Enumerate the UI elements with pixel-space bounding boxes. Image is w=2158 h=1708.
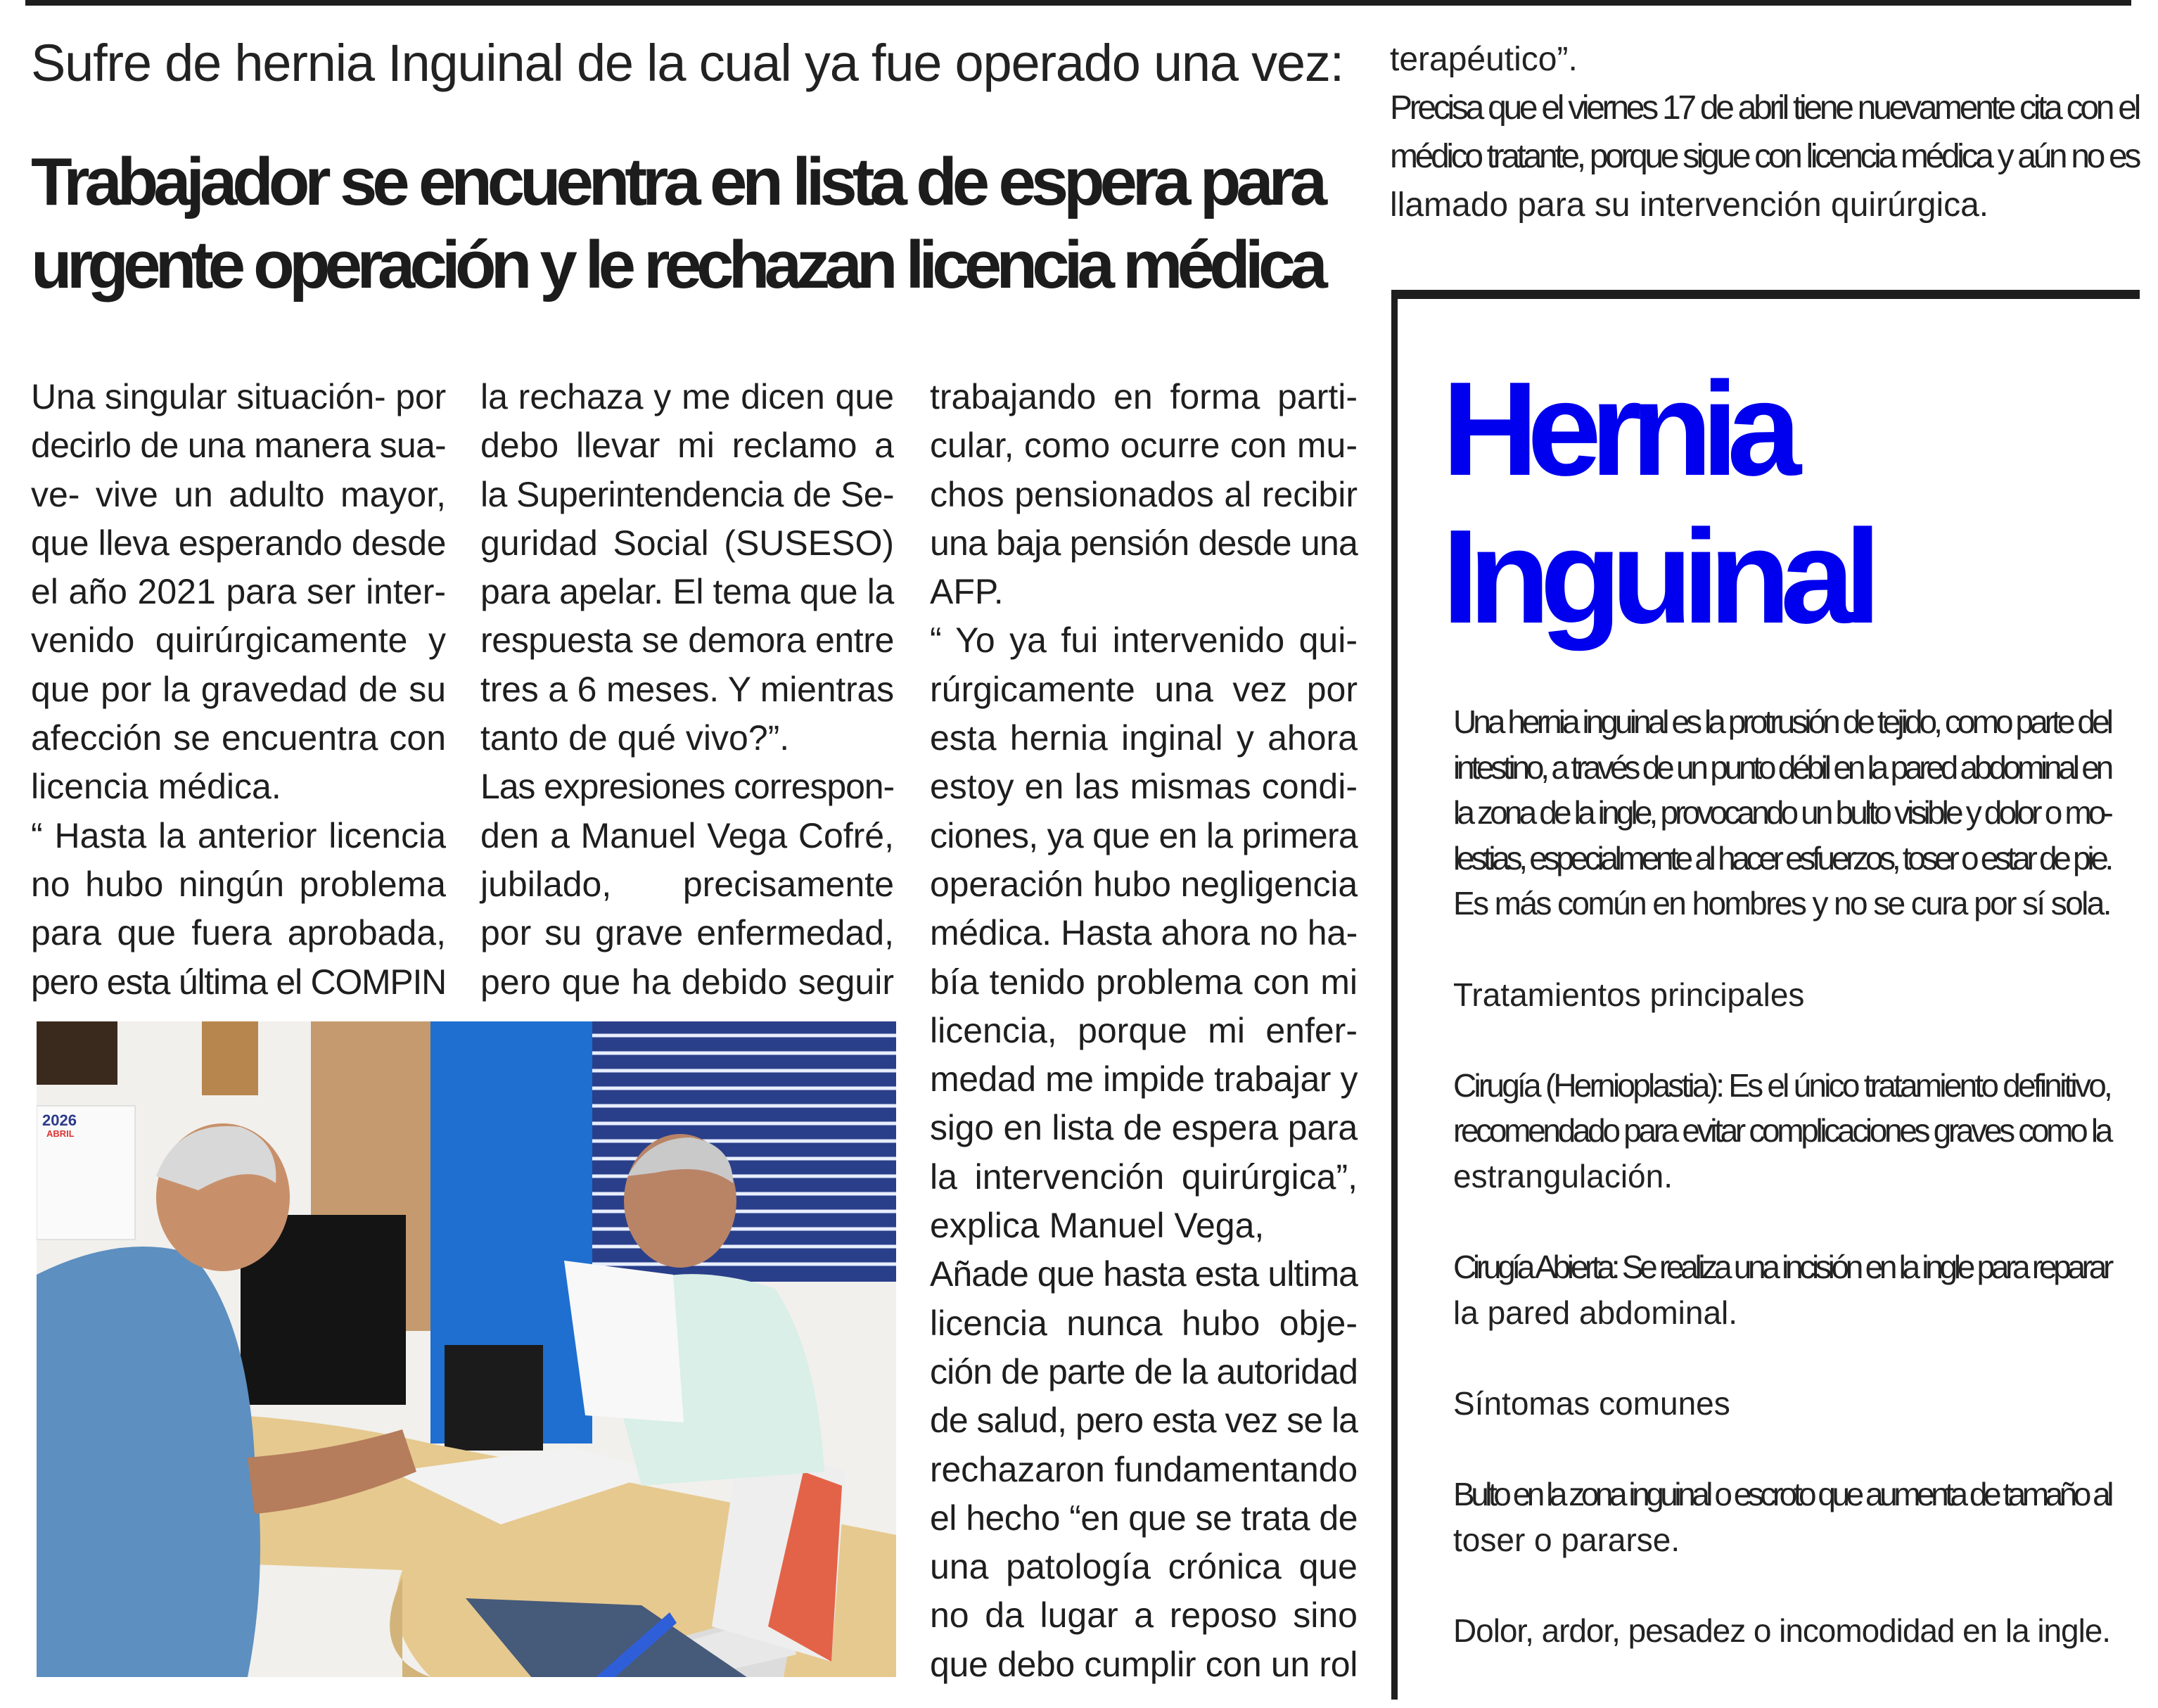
- text-line: por su grave enfermedad,: [480, 913, 894, 953]
- text-line: licencia, porque mi enfer-: [930, 1010, 1358, 1050]
- text-line: toser o pararse.: [1453, 1521, 1680, 1558]
- calendar-month: ABRIL: [46, 1128, 75, 1139]
- text-line: llamado para su intervención quirúrgica.: [1390, 186, 1989, 224]
- text-line: la rechaza y me dicen que: [480, 377, 894, 416]
- text-line: venido quirúrgicamente y: [31, 620, 446, 661]
- article-column-1: [31, 373, 446, 1007]
- text-line: tanto de qué vivo?”.: [480, 718, 790, 758]
- text-line: una baja pensión desde una: [930, 523, 1358, 563]
- text-line: Cirugía (Hernioplastia): Es el único tratamiento definitivo,: [1453, 1066, 2110, 1104]
- text-line: jubilado, precisamente: [480, 864, 894, 904]
- sidebar-paragraph: [1453, 1381, 2110, 1427]
- sidebar-paragraph: [1453, 1244, 2110, 1335]
- paragraph-gap: [1453, 1562, 2110, 1608]
- text-line: no hubo ningún problema: [31, 864, 446, 904]
- text-line: intestino, a través de un punto débil en la pared abdominal en: [1453, 748, 2110, 786]
- text-line: Cirugía Abierta: Se realiza una incisión en la ingle para reparar: [1453, 1249, 2110, 1286]
- article-photo: [37, 1021, 896, 1677]
- text-line: terapéutico”.: [1390, 41, 1578, 78]
- text-line: lestias, especialmente al hacer esfuerzos, toser o estar de pie.: [1453, 839, 2110, 877]
- continued-text: [1390, 35, 2138, 229]
- sidebar-body: [1453, 699, 2110, 1653]
- text-line: no da lugar a reposo sino: [930, 1595, 1358, 1636]
- sidebar-paragraph: [1453, 1608, 2110, 1654]
- paragraph-gap: [1453, 1017, 2110, 1063]
- text-line: AFP.: [930, 572, 1004, 612]
- chair: [445, 1345, 543, 1451]
- text-line: de salud, pero esta vez se la: [930, 1401, 1358, 1441]
- sidebar-box-left-rule: [1391, 290, 1398, 1700]
- paragraph-gap: [1453, 926, 2110, 972]
- text-line: la Superintendencia de Se-: [480, 474, 894, 514]
- text-line: licencia nunca hubo obje-: [930, 1303, 1358, 1343]
- text-line: una patología crónica que: [930, 1547, 1358, 1587]
- sidebar-paragraph: [1453, 699, 2110, 926]
- text-line: recomendado para evitar complicaciones graves como la: [1453, 1112, 2110, 1149]
- text-line: médica. Hasta ahora no ha-: [930, 913, 1358, 953]
- text-line: Precisa que el viernes 17 de abril tiene nuevamente cita con el: [1390, 89, 2138, 127]
- text-line: que debo cumplir con un rol: [930, 1644, 1358, 1684]
- text-line: respuesta se demora entre: [480, 620, 894, 661]
- text-line: para que fuera aprobada,: [31, 913, 446, 953]
- text-line: operación hubo negligencia: [930, 864, 1358, 904]
- sidebar-paragraph: [1453, 1063, 2110, 1199]
- text-line: den a Manuel Vega Cofré,: [480, 815, 894, 855]
- text-line: “ Hasta la anterior licencia: [31, 815, 446, 855]
- text-line: Una hernia inguinal es la protrusión de tejido, como parte del: [1453, 703, 2111, 740]
- text-line: rúrgicamente una vez por: [930, 669, 1358, 709]
- text-line: Tratamientos principales: [1453, 976, 1805, 1013]
- paragraph-gap: [1453, 1427, 2110, 1472]
- article-column-2: [480, 373, 894, 1007]
- headline: [31, 141, 1322, 307]
- text-line: que lleva esperando desde: [31, 523, 446, 563]
- paragraph-gap: [1453, 1199, 2110, 1245]
- sidebar-title: [1442, 355, 1871, 651]
- paragraph-gap: [1453, 1335, 2110, 1381]
- text-line: Una singular situación- por: [31, 377, 446, 416]
- sidebar-title-line: Inguinal: [1442, 502, 1871, 651]
- sidebar-box-top-rule: [1391, 290, 2140, 299]
- text-line: Bulto en la zona inguinal o escroto que aumenta de tamaño al: [1453, 1476, 2110, 1513]
- text-line: pero esta última el COMPIN: [31, 962, 446, 1002]
- headline-line: urgente operación y le rechazan licencia médica: [31, 227, 1323, 302]
- text-line: esta hernia inginal y ahora: [930, 718, 1358, 758]
- text-line: sigo en lista de espera para: [930, 1108, 1358, 1148]
- text-line: explica Manuel Vega,: [930, 1206, 1265, 1246]
- text-line: debo llevar mi reclamo a: [480, 426, 894, 466]
- text-line: Síntomas comunes: [1453, 1384, 1730, 1422]
- wall-picture: [37, 1021, 117, 1085]
- text-line: Las expresiones correspon-: [480, 767, 894, 807]
- sidebar-paragraph: [1453, 1472, 2110, 1562]
- text-line: chos pensionados al recibir: [930, 474, 1358, 514]
- text-line: bía tenido problema con mi: [930, 962, 1358, 1002]
- wall-calendar: [37, 1106, 135, 1239]
- text-line: medad me impide trabajar y: [930, 1059, 1358, 1100]
- article-column-3: [930, 373, 1358, 1689]
- text-line: médico tratante, porque sigue con licencia médica y aún no es: [1390, 138, 2138, 175]
- kicker: [31, 28, 1343, 98]
- text-line: afección se encuentra con: [31, 718, 446, 758]
- text-line: Dolor, ardor, pesadez o incomodidad en la ingle.: [1453, 1612, 2110, 1649]
- text-line: decirlo de una manera sua-: [31, 426, 446, 466]
- text-line: ciones, ya que en la primera: [930, 815, 1358, 855]
- wall-plaque: [202, 1021, 258, 1095]
- text-line: la zona de la ingle, provocando un bulto visible y dolor o mo-: [1453, 794, 2110, 831]
- text-line: estoy en las mismas condi-: [930, 767, 1358, 807]
- text-line: rechazaron fundamentando: [930, 1449, 1358, 1489]
- text-line: la pared abdominal.: [1453, 1294, 1738, 1331]
- text-line: ción de parte de la autoridad: [930, 1351, 1358, 1391]
- text-line: “ Yo ya fui intervenido qui-: [930, 620, 1358, 661]
- photo-illustration: [37, 1021, 896, 1677]
- sidebar-title-line: Hernia: [1442, 355, 1790, 504]
- text-line: estrangulación.: [1453, 1157, 1673, 1194]
- calendar-year: 2026: [42, 1111, 77, 1129]
- text-line: la intervención quirúrgica”,: [930, 1156, 1358, 1197]
- text-line: el hecho “en que se trata de: [930, 1498, 1358, 1538]
- text-line: cular, como ocurre con mu-: [930, 426, 1358, 466]
- text-line: tres a 6 meses. Y mientras: [480, 669, 894, 709]
- text-line: Añade que hasta esta ultima: [930, 1254, 1358, 1294]
- kicker-text: Sufre de hernia Inguinal de la cual ya fue operado una vez:: [31, 34, 1343, 92]
- headline-line: Trabajador se encuentra en lista de espera para: [31, 144, 1323, 219]
- top-rule: [25, 0, 2131, 6]
- text-line: Es más común en hombres y no se cura por sí sola.: [1453, 885, 2110, 922]
- text-line: pero que ha debido seguir: [480, 962, 894, 1002]
- text-line: guridad Social (SUSESO): [480, 523, 894, 563]
- text-line: que por la gravedad de su: [31, 669, 446, 709]
- text-line: trabajando en forma parti-: [930, 377, 1358, 416]
- text-line: ve- vive un adulto mayor,: [31, 474, 446, 514]
- sidebar-paragraph: [1453, 972, 2110, 1018]
- text-line: para apelar. El tema que la: [480, 572, 894, 612]
- text-line: licencia médica.: [31, 767, 281, 807]
- text-line: el año 2021 para ser inter-: [31, 572, 446, 612]
